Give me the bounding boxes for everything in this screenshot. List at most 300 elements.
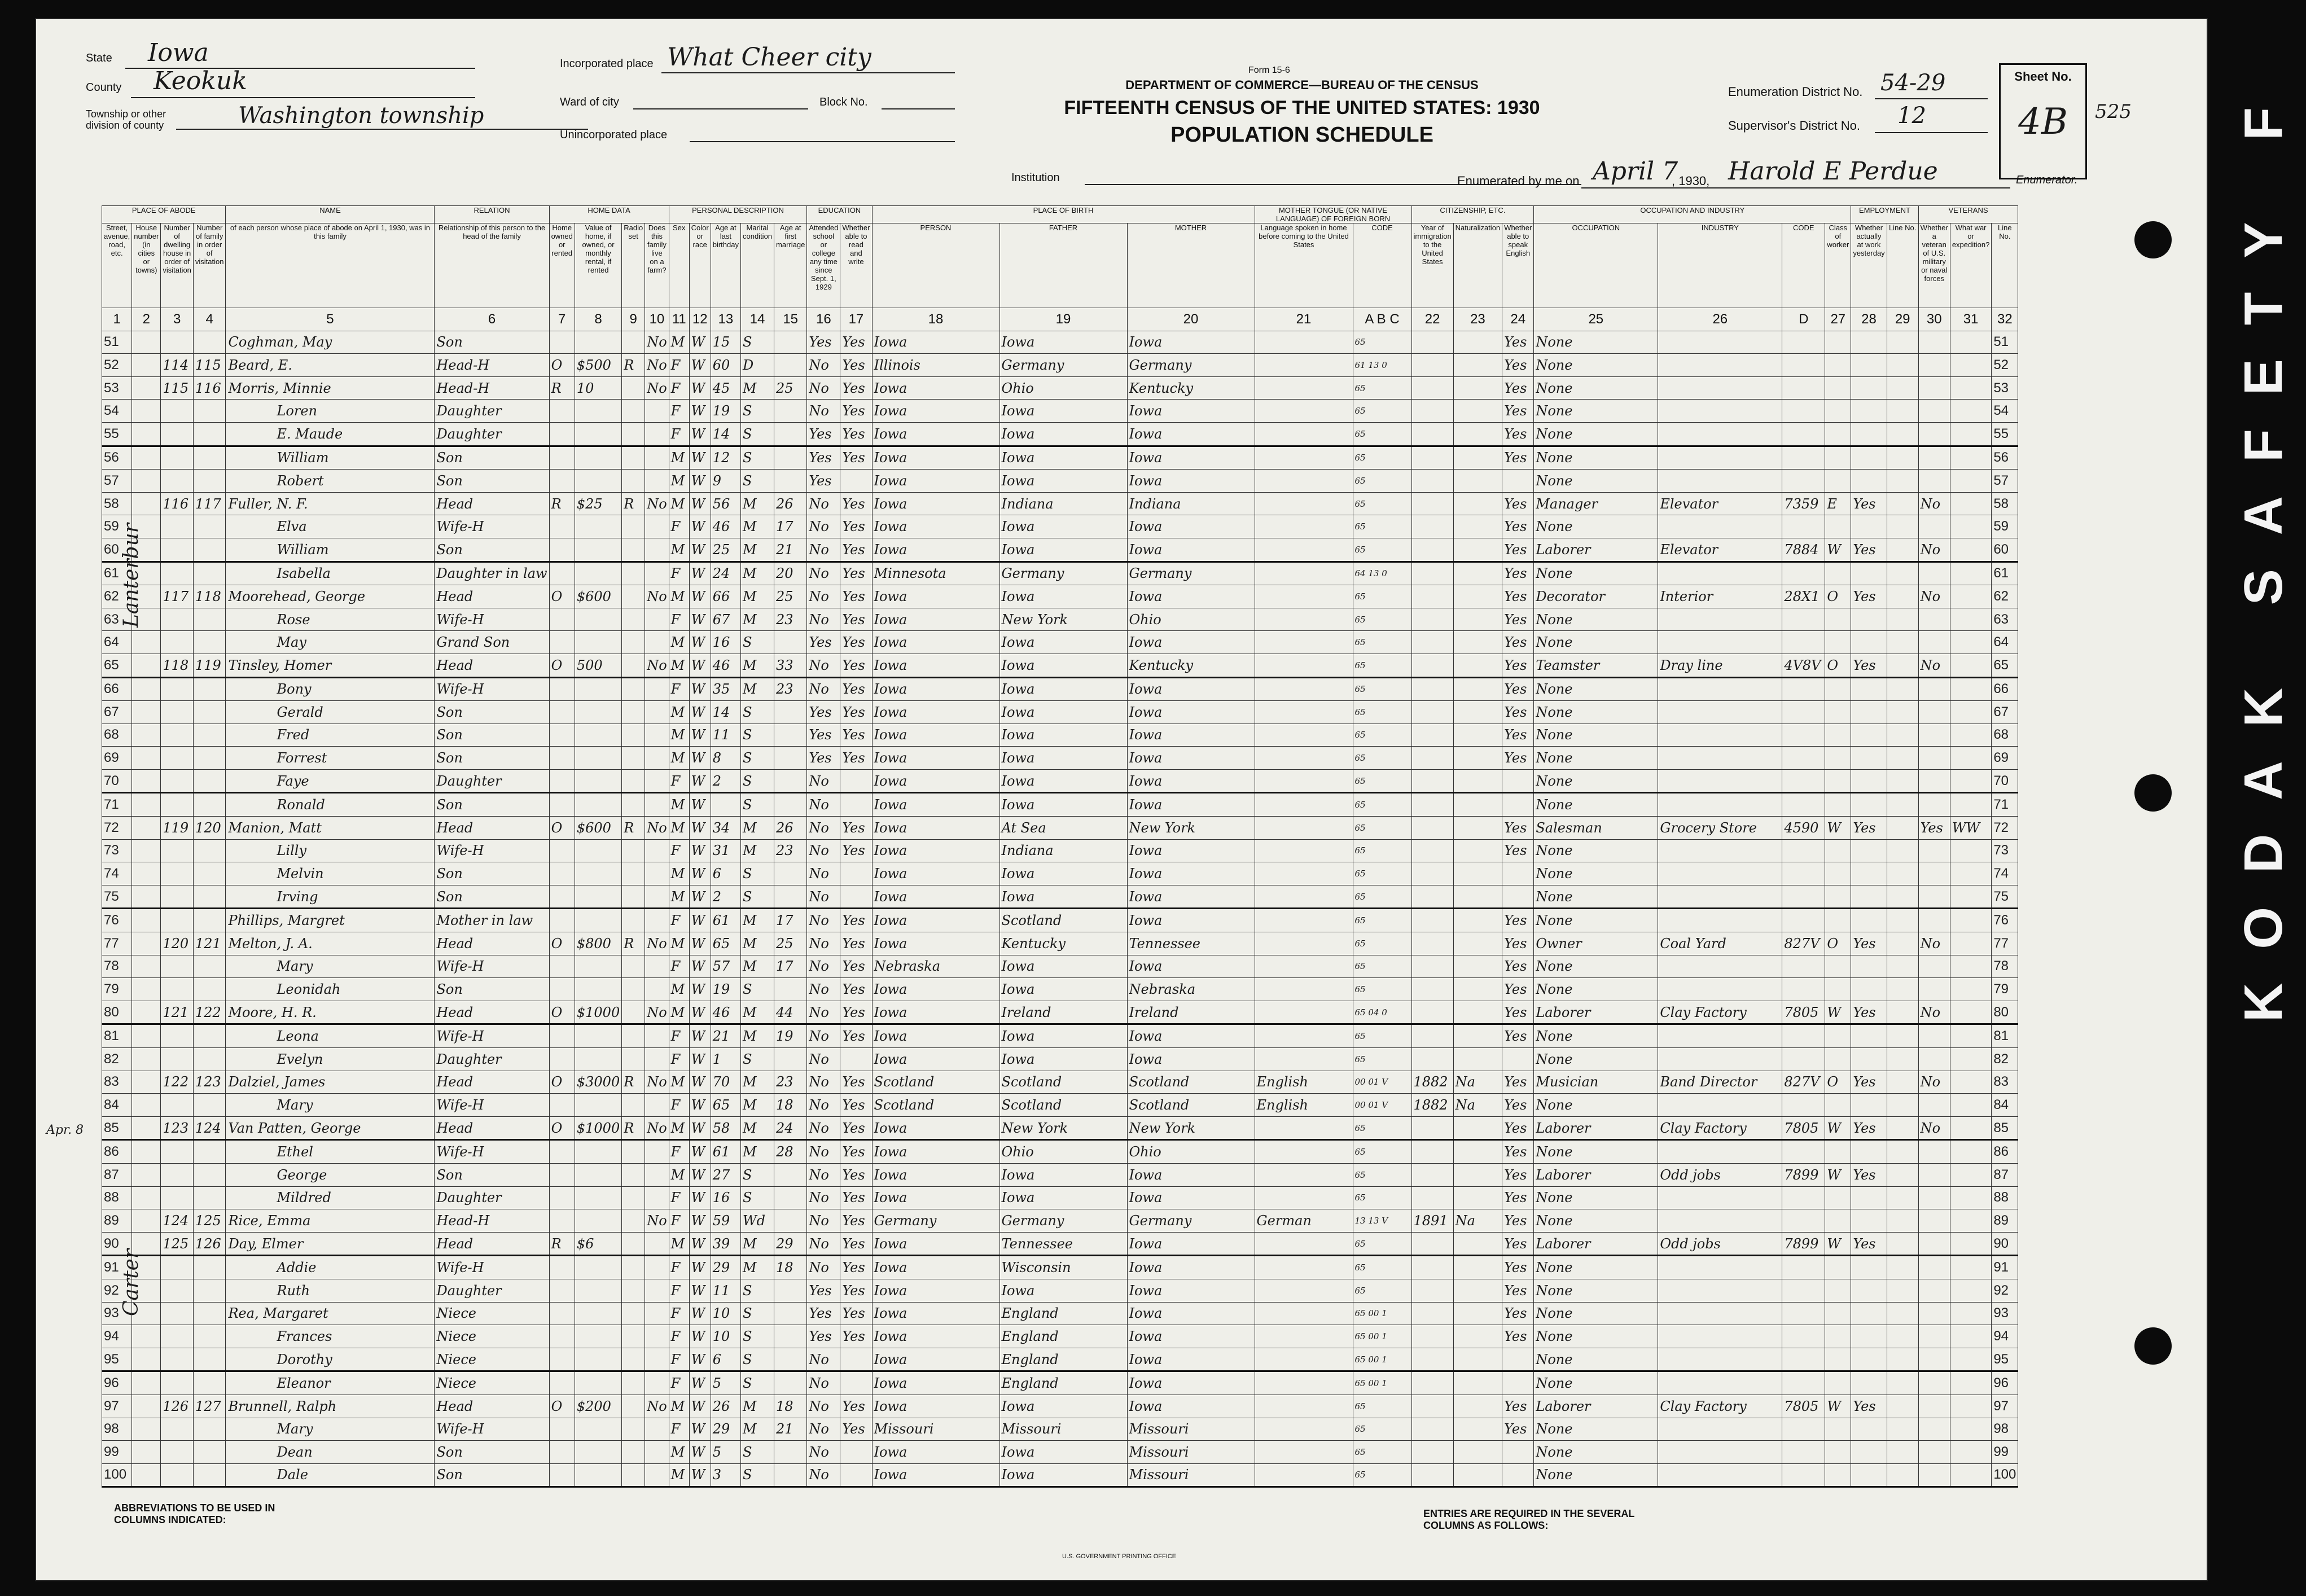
cell-f [193, 1256, 226, 1279]
cell-sex: M [669, 724, 689, 747]
cell-rel: Wife-H [435, 1256, 549, 1279]
cell-cw [1825, 769, 1851, 793]
cell-mar: M [740, 1116, 774, 1140]
cell-ind [1658, 1348, 1782, 1371]
cell-bf: At Sea [999, 817, 1127, 840]
cell-farm [645, 701, 669, 724]
cell-sex: F [669, 677, 689, 701]
line-number: 85 [1992, 1116, 2018, 1140]
cell-farm [645, 1348, 669, 1371]
cell-rd: Yes [840, 1395, 872, 1418]
cell-eng [1502, 1348, 1534, 1371]
cell-d [161, 1024, 194, 1048]
cell-f [193, 747, 226, 770]
cell-lang [1255, 1163, 1353, 1186]
cell-val [575, 400, 621, 423]
cell-bf: Iowa [999, 654, 1127, 677]
cell-work [1851, 978, 1887, 1001]
cell-bf: Ohio [999, 1140, 1127, 1164]
cell-rd: Yes [840, 724, 872, 747]
cell-yi [1411, 1116, 1453, 1140]
cell-sex: M [669, 1163, 689, 1186]
cell-ocode: 7899 [1782, 1232, 1825, 1256]
cell-sex: M [669, 747, 689, 770]
cell-rad: R [622, 354, 645, 377]
cell-d: 125 [161, 1232, 194, 1256]
cell-yi: 1891 [1411, 1209, 1453, 1233]
cell-occ: None [1534, 1302, 1658, 1325]
cell-rel: Son [435, 862, 549, 885]
empty-cell [1887, 909, 1918, 932]
empty-cell [132, 817, 161, 840]
cell-nat [1453, 1001, 1502, 1024]
column-number: 5 [226, 308, 435, 331]
cell-val [575, 422, 621, 446]
cell-cw [1825, 1024, 1851, 1048]
cell-yi [1411, 1279, 1453, 1302]
cell-val: 500 [575, 654, 621, 677]
cell-f: 125 [193, 1209, 226, 1233]
cell-farm: No [645, 817, 669, 840]
hdr-naturalization: Naturalization [1453, 223, 1502, 308]
cell-val: $600 [575, 817, 621, 840]
cell-bm: Iowa [1127, 769, 1255, 793]
cell-ind [1658, 724, 1782, 747]
cell-occ: Decorator [1534, 585, 1658, 608]
cell-am [774, 701, 807, 724]
cell-rel: Son [435, 538, 549, 562]
cell-occ: None [1534, 1463, 1658, 1487]
line-number-left: 62 [102, 585, 132, 608]
column-number: 18 [872, 308, 999, 331]
cell-lang [1255, 354, 1353, 377]
cell-nat [1453, 354, 1502, 377]
cell-war [1950, 654, 1992, 677]
cell-am [774, 747, 807, 770]
cell-own [549, 1094, 575, 1117]
cell-yi [1411, 724, 1453, 747]
cell-cw [1825, 1348, 1851, 1371]
table-row [102, 769, 2018, 793]
cell-rad [622, 1094, 645, 1117]
form-number: Form 15-6 [1248, 65, 1290, 75]
cell-name: May [226, 631, 435, 654]
cell-bm: Iowa [1127, 515, 1255, 538]
empty-cell [1887, 1024, 1918, 1048]
cell-code: 65 [1353, 1256, 1411, 1279]
cell-nat [1453, 1418, 1502, 1441]
cell-ocode [1782, 839, 1825, 862]
cell-sch: No [807, 1256, 840, 1279]
cell-eng: Yes [1502, 817, 1534, 840]
empty-cell [1887, 932, 1918, 955]
column-number: 19 [999, 308, 1127, 331]
cell-rel: Daughter [435, 400, 549, 423]
cell-rel: Son [435, 1441, 549, 1464]
state-label: State [86, 52, 112, 64]
line-number: 58 [1992, 492, 2018, 515]
table-row [102, 1325, 2018, 1348]
table-row [102, 1024, 2018, 1048]
cell-nat [1453, 909, 1502, 932]
cell-own: O [549, 585, 575, 608]
cell-sex: M [669, 1071, 689, 1094]
cell-mar: S [740, 446, 774, 470]
cell-f [193, 1163, 226, 1186]
cell-war: WW [1950, 817, 1992, 840]
cell-sex: F [669, 562, 689, 585]
cell-rel: Head [435, 1232, 549, 1256]
cell-nat [1453, 1395, 1502, 1418]
cell-ocode [1782, 1209, 1825, 1233]
cell-rel: Son [435, 724, 549, 747]
cell-war [1950, 1256, 1992, 1279]
cell-name: Mary [226, 1418, 435, 1441]
cell-bp: Minnesota [872, 562, 999, 585]
cell-farm [645, 978, 669, 1001]
cell-bf: New York [999, 1116, 1127, 1140]
cell-code: 65 04 0 [1353, 1001, 1411, 1024]
cell-rad [622, 1232, 645, 1256]
unincorporated-label: Unincorporated place [560, 129, 668, 141]
cell-rad [622, 885, 645, 909]
cell-val [575, 1418, 621, 1441]
cell-code: 65 [1353, 1186, 1411, 1209]
cell-d: 123 [161, 1116, 194, 1140]
cell-occ: None [1534, 1371, 1658, 1395]
cell-work [1851, 701, 1887, 724]
cell-farm [645, 400, 669, 423]
line-number: 68 [1992, 724, 2018, 747]
cell-d: 121 [161, 1001, 194, 1024]
line-number-left: 79 [102, 978, 132, 1001]
cell-rel: Head [435, 1001, 549, 1024]
empty-cell [1887, 1001, 1918, 1024]
cell-name: Day, Elmer [226, 1232, 435, 1256]
cell-nat [1453, 1116, 1502, 1140]
cell-farm: No [645, 376, 669, 400]
cell-d [161, 793, 194, 817]
cell-lang: English [1255, 1094, 1353, 1117]
cell-yi [1411, 885, 1453, 909]
cell-bp: Iowa [872, 1140, 999, 1164]
cell-work [1851, 608, 1887, 631]
cell-am: 44 [774, 1001, 807, 1024]
cell-nat [1453, 1140, 1502, 1164]
cell-yi [1411, 1463, 1453, 1487]
table-row [102, 1048, 2018, 1071]
cell-rel: Wife-H [435, 608, 549, 631]
cell-yi [1411, 1140, 1453, 1164]
cell-val [575, 538, 621, 562]
cell-rad [622, 400, 645, 423]
group-citizenship: CITIZENSHIP, ETC. [1411, 206, 1534, 223]
cell-yi [1411, 1441, 1453, 1464]
cell-work [1851, 562, 1887, 585]
cell-f [193, 677, 226, 701]
cell-yi [1411, 400, 1453, 423]
cell-own: O [549, 354, 575, 377]
cell-ocode [1782, 354, 1825, 377]
cell-eng: Yes [1502, 955, 1534, 978]
cell-age: 34 [711, 817, 740, 840]
cell-f: 124 [193, 1116, 226, 1140]
cell-f: 119 [193, 654, 226, 677]
empty-cell [132, 608, 161, 631]
cell-war [1950, 1418, 1992, 1441]
table-row [102, 400, 2018, 423]
cell-am: 25 [774, 376, 807, 400]
empty-cell [132, 1024, 161, 1048]
table-row [102, 538, 2018, 562]
cell-bm: Iowa [1127, 422, 1255, 446]
cell-ind [1658, 677, 1782, 701]
empty-cell [1887, 1441, 1918, 1464]
cell-sex: F [669, 1371, 689, 1395]
line-number-left: 92 [102, 1279, 132, 1302]
cell-val [575, 909, 621, 932]
empty-cell [1887, 422, 1918, 446]
cell-work [1851, 839, 1887, 862]
cell-occ: Musician [1534, 1071, 1658, 1094]
cell-farm [645, 631, 669, 654]
cell-sch: No [807, 677, 840, 701]
cell-ind: Grocery Store [1658, 817, 1782, 840]
cell-own [549, 862, 575, 885]
cell-d [161, 769, 194, 793]
cell-lang [1255, 677, 1353, 701]
empty-cell [132, 1441, 161, 1464]
cell-eng: Yes [1502, 839, 1534, 862]
cell-vet [1918, 793, 1950, 817]
cell-am: 17 [774, 909, 807, 932]
table-row [102, 1186, 2018, 1209]
cell-cw [1825, 1441, 1851, 1464]
cell-nat [1453, 538, 1502, 562]
cell-lang [1255, 470, 1353, 493]
cell-name: Phillips, Margret [226, 909, 435, 932]
cell-eng: Yes [1502, 1163, 1534, 1186]
cell-farm [645, 909, 669, 932]
cell-yi [1411, 492, 1453, 515]
cell-rel: Head [435, 654, 549, 677]
line-number: 94 [1992, 1325, 2018, 1348]
cell-code: 65 00 1 [1353, 1302, 1411, 1325]
cell-eng: Yes [1502, 538, 1534, 562]
cell-nat [1453, 331, 1502, 354]
cell-sch: No [807, 562, 840, 585]
column-number: 12 [689, 308, 711, 331]
cell-f [193, 701, 226, 724]
cell-occ: None [1534, 422, 1658, 446]
cell-d [161, 885, 194, 909]
line-number: 72 [1992, 817, 2018, 840]
cell-work [1851, 446, 1887, 470]
cell-rel: Niece [435, 1302, 549, 1325]
cell-ind [1658, 1325, 1782, 1348]
supervisor-label: Supervisor's District No. [1728, 119, 1861, 133]
cell-bp: Iowa [872, 538, 999, 562]
cell-own [549, 1256, 575, 1279]
cell-yi [1411, 909, 1453, 932]
cell-val: $1000 [575, 1001, 621, 1024]
cell-sex: F [669, 839, 689, 862]
cell-bm: Iowa [1127, 1186, 1255, 1209]
cell-work [1851, 1048, 1887, 1071]
cell-race: W [689, 1024, 711, 1048]
empty-cell [132, 839, 161, 862]
cell-nat [1453, 492, 1502, 515]
cell-vet [1918, 724, 1950, 747]
cell-work [1851, 955, 1887, 978]
line-number: 53 [1992, 376, 2018, 400]
cell-yi [1411, 1186, 1453, 1209]
cell-race: W [689, 793, 711, 817]
cell-d [161, 331, 194, 354]
cell-occ: Laborer [1534, 538, 1658, 562]
cell-sch: No [807, 1371, 840, 1395]
cell-am [774, 1209, 807, 1233]
empty-cell [1887, 515, 1918, 538]
cell-f [193, 1024, 226, 1048]
cell-cw [1825, 677, 1851, 701]
cell-vet [1918, 608, 1950, 631]
cell-val: $200 [575, 1395, 621, 1418]
cell-ocode [1782, 1302, 1825, 1325]
cell-war [1950, 1395, 1992, 1418]
cell-yi [1411, 538, 1453, 562]
column-number: 1 [102, 308, 132, 331]
empty-cell [132, 376, 161, 400]
cell-work [1851, 1279, 1887, 1302]
cell-lang [1255, 1418, 1353, 1441]
cell-bp: Iowa [872, 515, 999, 538]
margin-street-2: Carter [120, 1248, 143, 1316]
cell-lang [1255, 1116, 1353, 1140]
cell-sch: No [807, 793, 840, 817]
cell-bm: Kentucky [1127, 376, 1255, 400]
cell-am [774, 1279, 807, 1302]
table-row [102, 932, 2018, 955]
cell-ind [1658, 862, 1782, 885]
line-number: 97 [1992, 1395, 2018, 1418]
cell-sch: No [807, 608, 840, 631]
stamp-number: 525 [2095, 100, 2132, 123]
cell-d: 122 [161, 1071, 194, 1094]
cell-sex: F [669, 1302, 689, 1325]
cell-name: Melvin [226, 862, 435, 885]
cell-vet [1918, 701, 1950, 724]
cell-own [549, 1325, 575, 1348]
hdr-at-work: Whether actually at work yesterday [1851, 223, 1887, 308]
cell-lang [1255, 446, 1353, 470]
cell-ocode: 4V8V [1782, 654, 1825, 677]
cell-own [549, 677, 575, 701]
cell-code: 65 [1353, 585, 1411, 608]
cell-rd: Yes [840, 585, 872, 608]
cell-name: Frances [226, 1325, 435, 1348]
table-row [102, 724, 2018, 747]
cell-rd [840, 1463, 872, 1487]
column-number: 17 [840, 308, 872, 331]
cell-nat [1453, 747, 1502, 770]
empty-cell [132, 909, 161, 932]
cell-eng: Yes [1502, 1418, 1534, 1441]
cell-ind [1658, 422, 1782, 446]
cell-own [549, 1140, 575, 1164]
cell-yi [1411, 1418, 1453, 1441]
cell-sch: No [807, 1116, 840, 1140]
cell-bm: Iowa [1127, 1395, 1255, 1418]
cell-bf: Scotland [999, 909, 1127, 932]
cell-sch: No [807, 1441, 840, 1464]
line-number: 86 [1992, 1140, 2018, 1164]
enumerator-label: Enumerator. [2016, 174, 2078, 186]
cell-rel: Head [435, 1116, 549, 1140]
state-value: Iowa [148, 38, 209, 67]
cell-war [1950, 354, 1992, 377]
line-number-left: 54 [102, 400, 132, 423]
cell-am: 33 [774, 654, 807, 677]
cell-sex: M [669, 1232, 689, 1256]
cell-yi [1411, 839, 1453, 862]
line-number: 75 [1992, 885, 2018, 909]
cell-bp: Iowa [872, 978, 999, 1001]
cell-eng: Yes [1502, 747, 1534, 770]
cell-bf: Iowa [999, 793, 1127, 817]
cell-sch: No [807, 354, 840, 377]
cell-vet: No [1918, 932, 1950, 955]
cell-name: Leona [226, 1024, 435, 1048]
cell-ind: Clay Factory [1658, 1001, 1782, 1024]
cell-name: Dalziel, James [226, 1071, 435, 1094]
empty-cell [1887, 1232, 1918, 1256]
cell-ocode [1782, 978, 1825, 1001]
cell-cw [1825, 1325, 1851, 1348]
cell-lang [1255, 724, 1353, 747]
table-row [102, 1094, 2018, 1117]
cell-vet [1918, 515, 1950, 538]
cell-vet [1918, 1279, 1950, 1302]
cell-d [161, 978, 194, 1001]
cell-farm [645, 608, 669, 631]
cell-bm: Iowa [1127, 955, 1255, 978]
cell-eng: Yes [1502, 331, 1534, 354]
cell-am [774, 1463, 807, 1487]
cell-ocode [1782, 331, 1825, 354]
cell-rel: Daughter [435, 1279, 549, 1302]
cell-name: Evelyn [226, 1048, 435, 1071]
cell-vet [1918, 677, 1950, 701]
enum-district-label: Enumeration District No. [1728, 85, 1863, 99]
cell-lang [1255, 1395, 1353, 1418]
cell-rad [622, 677, 645, 701]
cell-work: Yes [1851, 817, 1887, 840]
cell-race: W [689, 1302, 711, 1325]
supervisor-value: 12 [1897, 103, 1926, 129]
cell-yi [1411, 446, 1453, 470]
cell-age: 10 [711, 1325, 740, 1348]
line-number: 51 [1992, 331, 2018, 354]
cell-f [193, 1186, 226, 1209]
cell-mar: M [740, 654, 774, 677]
cell-farm [645, 1302, 669, 1325]
cell-mar: M [740, 1024, 774, 1048]
cell-work [1851, 470, 1887, 493]
cell-yi [1411, 862, 1453, 885]
cell-cw: W [1825, 817, 1851, 840]
cell-ind: Band Director [1658, 1071, 1782, 1094]
